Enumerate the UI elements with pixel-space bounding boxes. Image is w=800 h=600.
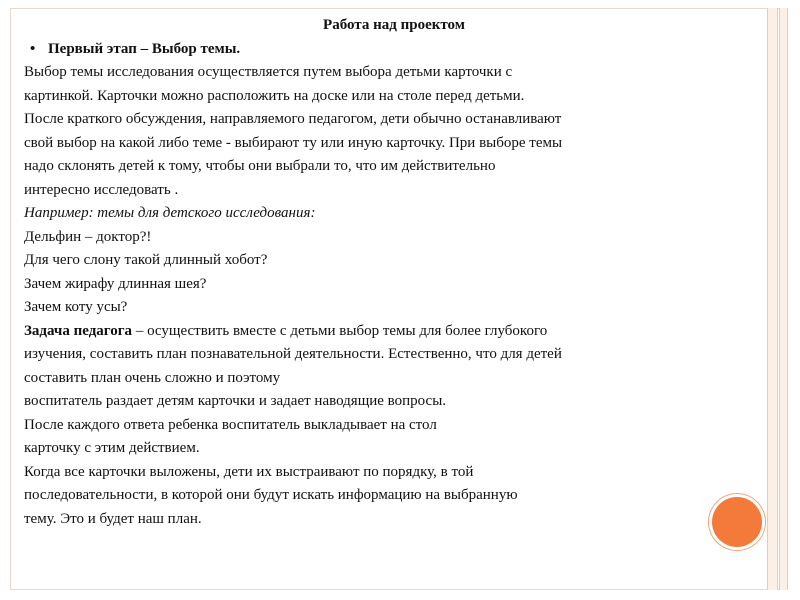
task-line: После каждого ответа ребенка воспитатель выкладывает на стол xyxy=(24,416,437,433)
task-line: составить план очень сложно и поэтому xyxy=(24,369,281,386)
task-line: изучения, составить план познавательной деятельности. Естественно, что для детей xyxy=(24,346,562,362)
example-item: Зачем жирафу длинная шея? xyxy=(24,275,207,292)
task-line xyxy=(24,320,764,344)
task-label: Задача педагога xyxy=(24,322,133,339)
task-line: тему. Это и будет наш план. xyxy=(24,510,202,527)
example-item: Дельфин – доктор?! xyxy=(24,228,152,245)
paragraph-line: Выбор темы исследования осуществляется путем выбора детьми карточки с xyxy=(24,64,513,80)
example-item: Зачем коту усы? xyxy=(24,299,128,315)
example-item: Для чего слону такой длинный хобот? xyxy=(24,252,268,268)
task-line: Когда все карточки выложены, дети их выстраивают по порядку, в той xyxy=(24,463,474,480)
example-heading: Например: темы для детского исследования: xyxy=(24,205,316,221)
decorative-band-inner xyxy=(767,8,778,590)
slide-content xyxy=(24,14,764,531)
decorative-band-outer xyxy=(779,8,788,590)
task-line: карточку с этим действием. xyxy=(24,440,200,456)
bullet-icon: • xyxy=(30,40,36,57)
stage-heading xyxy=(24,38,764,62)
paragraph-line: картинкой. Карточки можно расположить на доске или на столе перед детьми. xyxy=(24,87,525,104)
task-line: воспитатель раздает детям карточки и задает наводящие вопросы. xyxy=(24,393,447,409)
task-line: последовательности, в которой они будут искать информацию на выбранную xyxy=(24,487,518,503)
paragraph-line: После краткого обсуждения, направляемого педагогом, дети обычно останавливают xyxy=(24,111,562,127)
task-text: – осуществить вместе с детьми выбор темы для более глубокого xyxy=(132,322,548,339)
page-title: Работа над проектом xyxy=(323,17,465,33)
paragraph-line: свой выбор на какой либо теме - выбирают ту или иную карточку. При выборе темы xyxy=(24,134,563,151)
paragraph-line: интересно исследовать . xyxy=(24,181,179,198)
stage-text: Первый этап – Выбор темы. xyxy=(48,40,241,57)
paragraph-line: надо склонять детей к тому, чтобы они выбрали то, что им действительно xyxy=(24,158,496,174)
